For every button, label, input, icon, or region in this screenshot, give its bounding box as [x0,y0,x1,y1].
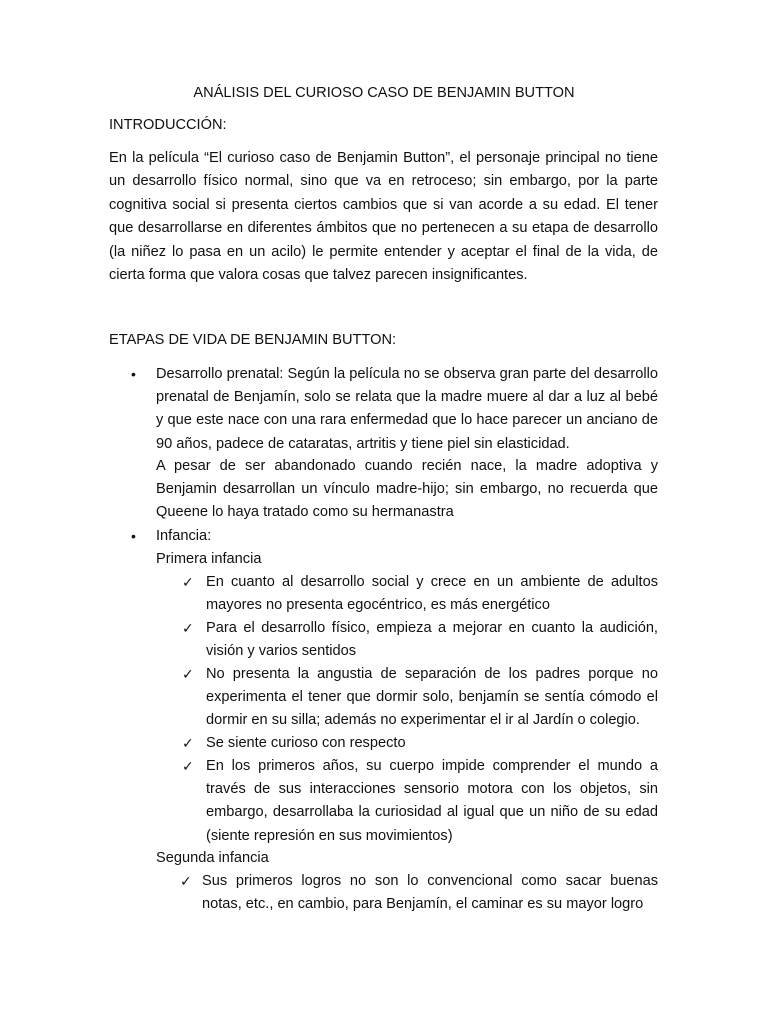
check-icon: ✓ [182,735,194,751]
infancia-label: Infancia: [156,528,212,544]
check-icon: ✓ [182,574,194,590]
check-icon: ✓ [182,758,194,774]
check-item: Se siente curioso con respecto [206,735,406,751]
document-title: ANÁLISIS DEL CURIOSO CASO DE BENJAMIN BUTTON [193,85,575,101]
primera-infancia-label: Primera infancia [156,551,262,567]
check-item: No presenta la angustia de separación de los padres porque no experimenta el tener que dormir solo, benjamín se sentía cómodo el dormir en su silla; además no experimentar el ir al Jardín o colegio. [206,666,658,729]
bullet-icon: • [131,528,136,544]
segunda-infancia-label: Segunda infancia [156,850,269,866]
check-icon: ✓ [182,620,194,636]
intro-heading: INTRODUCCIÓN: [109,117,227,133]
check-item: Sus primeros logros no son lo convencional como sacar buenas notas, etc., en cambio, para Benjamín, el caminar es su mayor logro [202,873,658,913]
prenatal-text: Desarrollo prenatal: Según la película no se observa gran parte del desarrollo prenatal de Benjamín, solo se relata que la madre muere al dar a luz al bebé y que este nace con una rara enfermedad que lo hace parecer un anciano de 90 años, padece de cataratas, artritis y tiene piel sin elasticidad. [156,366,658,452]
check-item: En los primeros años, su cuerpo impide comprender el mundo a través de sus interacciones sensorio motora con los objetos, sin embargo, desarrollaba la curiosidad al igual que un niño de su edad (siente represión en sus movimientos) [206,758,658,844]
intro-paragraph: En la película “El curioso caso de Benjamin Button”, el personaje principal no tiene un desarrollo físico normal, sino que va en retroceso; sin embargo, por la parte cognitiva social si presenta ciertos cambios que si van acorde a su edad. El tener que desarrollarse en diferentes ámbitos que no pertenecen a su etapa de desarrollo (la niñez lo pasa en un acilo) le permite entender y aceptar el final de la vida, de cierta forma que valora cosas que talvez parecen insignificantes. [109,150,658,284]
stages-heading: ETAPAS DE VIDA DE BENJAMIN BUTTON: [109,332,397,348]
check-item: En cuanto al desarrollo social y crece en un ambiente de adultos mayores no presenta egocéntrico, es más energético [206,574,658,614]
bullet-icon: • [131,366,136,382]
check-item: Para el desarrollo físico, empieza a mejorar en cuanto la audición, visión y varios sentidos [206,620,658,660]
check-icon: ✓ [180,873,192,889]
prenatal-continuation: A pesar de ser abandonado cuando recién nace, la madre adoptiva y Benjamin desarrollan un vínculo madre-hijo; sin embargo, no recuerda que Queene lo haya tratado como su hermanastra [156,458,658,521]
check-icon: ✓ [182,666,194,682]
